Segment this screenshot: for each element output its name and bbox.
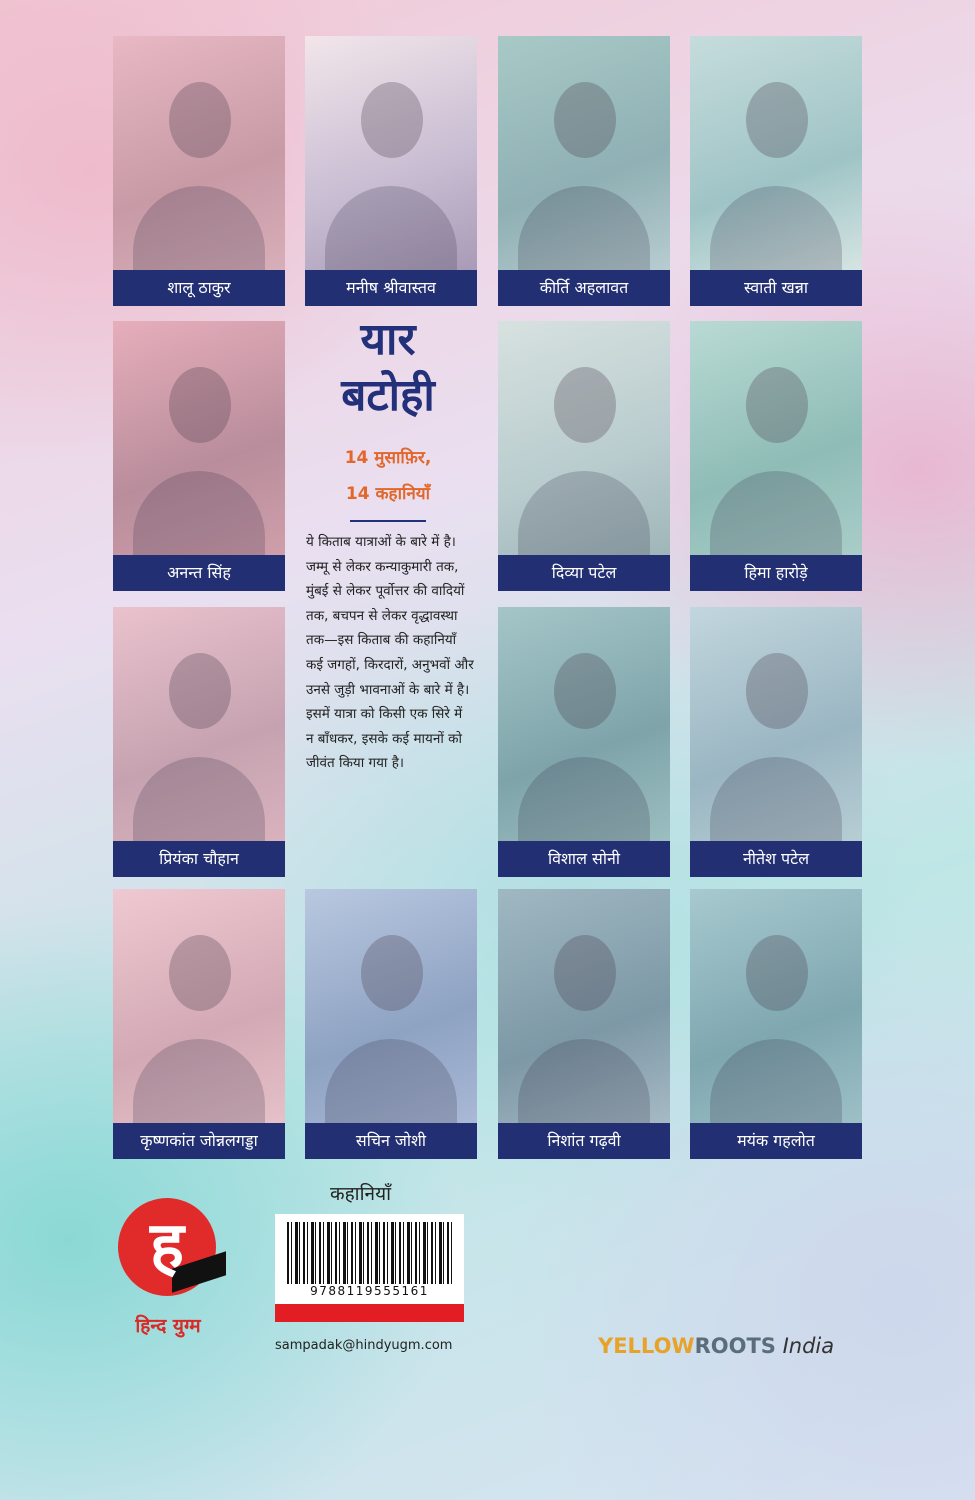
- author-name: दिव्या पटेल: [498, 555, 670, 591]
- author-name: मयंक गहलोत: [690, 1123, 862, 1159]
- author-card: [498, 36, 670, 306]
- author-card: [690, 607, 862, 877]
- author-card: [498, 607, 670, 877]
- author-card: [690, 889, 862, 1159]
- author-photo: [498, 321, 670, 555]
- author-photo: [113, 36, 285, 270]
- author-card: [690, 321, 862, 591]
- book-title-line1: यार: [360, 314, 416, 365]
- author-name: कृष्णकांत जोन्नलगड्डा: [113, 1123, 285, 1159]
- author-card: [498, 889, 670, 1159]
- barcode-red-bar: [275, 1304, 464, 1322]
- author-name: हिमा हारोड़े: [690, 555, 862, 591]
- category-label: कहानियाँ: [330, 1183, 392, 1205]
- author-photo: [690, 889, 862, 1123]
- book-subtitle-line1: 14 मुसाफ़िर,: [344, 448, 432, 468]
- publisher-name: हिन्द युग्म: [135, 1315, 201, 1337]
- author-name: स्वाती खन्ना: [690, 270, 862, 306]
- book-title-line2: बटोही: [341, 370, 435, 421]
- book-blurb: ये किताब यात्राओं के बारे में है। जम्मू से लेकर कन्याकुमारी तक, मुंबई से लेकर पूर्वोत्तर की वादियों तक, बचपन से लेकर वृद्धावस्था तक—इस किताब की कहानियाँ कई जगहों, किरदारों, अनुभवों और उनसे जुड़ी भावनाओं के बारे में है। इसमें यात्रा को किसी एक सिरे में न बाँधकर, इसके कई मायनों को जीवंत किया गया है।: [306, 534, 474, 772]
- author-photo: [113, 321, 285, 555]
- author-card: [305, 36, 477, 306]
- author-name: शालू ठाकुर: [113, 270, 285, 306]
- publisher-logo: [108, 1190, 228, 1350]
- imprint-logo: [598, 1334, 834, 1358]
- author-card: [498, 321, 670, 591]
- imprint-part2: ROOTS: [694, 1334, 776, 1358]
- author-photo: [690, 321, 862, 555]
- author-name: कीर्ति अहलावत: [498, 270, 670, 306]
- author-card: [113, 607, 285, 877]
- author-photo: [113, 889, 285, 1123]
- author-name: प्रियंका चौहान: [113, 841, 285, 877]
- imprint-part3: India: [775, 1334, 835, 1358]
- author-name: मनीष श्रीवास्तव: [305, 270, 477, 306]
- author-name: सचिन जोशी: [305, 1123, 477, 1159]
- author-card: [113, 36, 285, 306]
- author-photo: [305, 889, 477, 1123]
- barcode-bars: [287, 1222, 453, 1284]
- book-subtitle-line2: 14 कहानियाँ: [345, 484, 431, 504]
- imprint-part1: YELLOW: [598, 1334, 695, 1358]
- author-photo: [113, 607, 285, 841]
- isbn-barcode: [275, 1214, 464, 1322]
- author-card: [113, 889, 285, 1159]
- divider: [350, 520, 426, 522]
- isbn-number: 9788119555161: [310, 1284, 429, 1298]
- author-name: निशांत गढ़वी: [498, 1123, 670, 1159]
- author-photo: [498, 889, 670, 1123]
- author-photo: [305, 36, 477, 270]
- author-photo: [498, 607, 670, 841]
- author-photo: [498, 36, 670, 270]
- author-card: [113, 321, 285, 591]
- logo-glyph: ह: [150, 1209, 184, 1283]
- book-title: [303, 312, 473, 424]
- publisher-email: sampadak@hindyugm.com: [275, 1338, 453, 1353]
- book-subtitle: [303, 440, 473, 512]
- author-photo: [690, 36, 862, 270]
- author-card: [690, 36, 862, 306]
- author-name: अनन्त सिंह: [113, 555, 285, 591]
- author-name: विशाल सोनी: [498, 841, 670, 877]
- author-card: [305, 889, 477, 1159]
- author-name: नीतेश पटेल: [690, 841, 862, 877]
- author-photo: [690, 607, 862, 841]
